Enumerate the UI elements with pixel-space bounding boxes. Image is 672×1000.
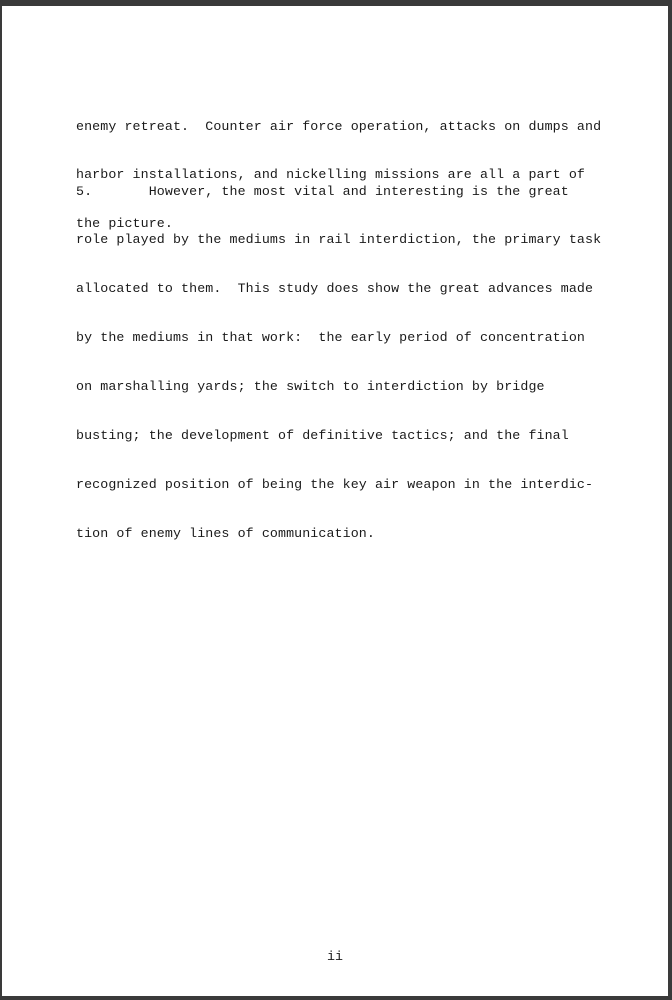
page-number: ii: [327, 949, 343, 964]
text-line: role played by the mediums in rail interdiction, the primary task: [76, 232, 602, 248]
text-line: by the mediums in that work: the early period of concentration: [76, 330, 586, 346]
text-line: 5. However, the most vital and interesting is the great: [76, 183, 569, 199]
text-line: recognized position of being the key air weapon in the interdic-: [76, 476, 594, 492]
text-line: tion of enemy lines of communication.: [76, 525, 375, 541]
text-line: harbor installations, and nickelling missions are all a part of: [76, 167, 586, 183]
text-line: the picture.: [76, 216, 173, 232]
paragraph-5: [76, 151, 616, 575]
text-line: busting; the development of definitive tactics; and the final: [76, 428, 569, 444]
text-line: enemy retreat. Counter air force operation, attacks on dumps and: [76, 118, 602, 134]
text-line: allocated to them. This study does show the great advances made: [76, 281, 594, 297]
text-line: on marshalling yards; the switch to interdiction by bridge: [76, 379, 545, 395]
document-page: [2, 6, 668, 996]
